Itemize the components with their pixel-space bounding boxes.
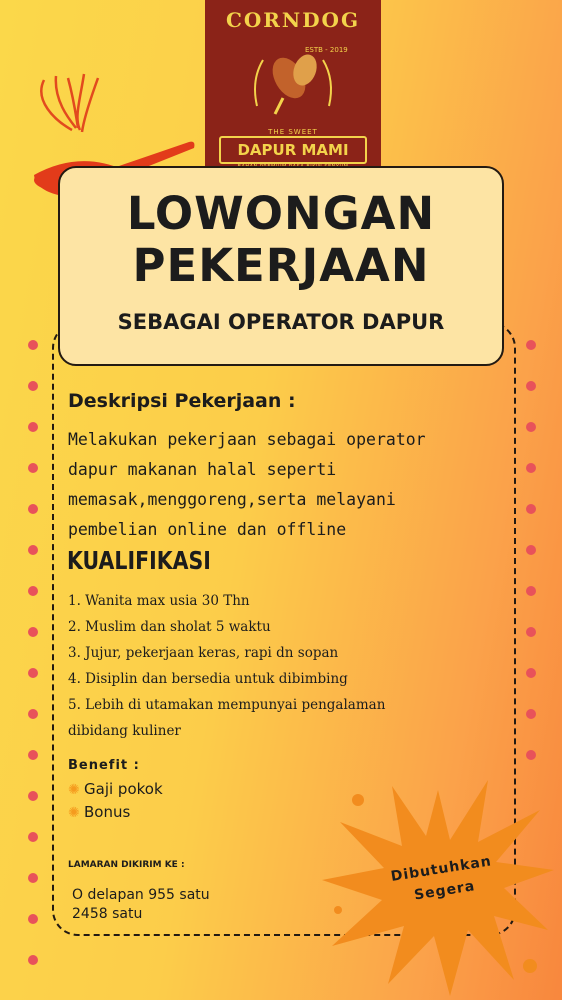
description-line: Melakukan pekerjaan sebagai operator [68, 430, 426, 449]
qualification-item: 4. Disiplin dan bersedia untuk dibimbing [68, 671, 348, 687]
qualification-item: 3. Jujur, pekerjaan keras, rapi dn sopan [68, 645, 339, 661]
qualification-item: 5. Lebih di utamakan mempunyai pengalaman [68, 697, 386, 713]
sun-icon: ✺ [68, 805, 80, 821]
description-line: dapur makanan halal seperti [68, 460, 337, 479]
urgent-badge-line-1: Dibutuhkan [389, 853, 493, 885]
qualifications-list [68, 588, 488, 744]
title-line-2: PEKERJAAN [132, 239, 430, 292]
apply-contact [72, 886, 272, 924]
apply-line-1: O delapan 955 satu [72, 887, 210, 903]
left-dots [28, 340, 38, 996]
qualifications-heading: KUALIFIKASI [67, 546, 211, 575]
description-heading: Deskripsi Pekerjaan : [68, 390, 296, 412]
urgent-badge-line-2: Segera [413, 878, 477, 904]
benefit-item [68, 780, 163, 798]
logo-sweet: THE SWEET [268, 128, 318, 136]
logo-top-text: CORNDOG [225, 8, 361, 32]
whisk-icon [41, 74, 98, 132]
apply-heading: LAMARAN DIKIRIM KE : [68, 860, 185, 870]
page-subtitle: SEBAGAI OPERATOR DAPUR [117, 310, 445, 334]
page-title [60, 188, 502, 292]
title-line-1: LOWONGAN [126, 187, 436, 240]
corndog-icon [245, 40, 341, 120]
apply-line-2: 2458 satu [72, 906, 143, 922]
benefit-label: Gaji pokok [84, 780, 163, 798]
qualification-item: 1. Wanita max usia 30 Thn [68, 593, 250, 609]
description-text [68, 425, 508, 545]
brand-logo [205, 0, 381, 178]
benefit-label: Bonus [84, 803, 131, 821]
benefit-heading: Benefit : [68, 758, 140, 773]
logo-estb: ESTB - 2019 [305, 46, 348, 54]
sun-icon: ✺ [68, 782, 80, 798]
title-card [58, 166, 504, 366]
logo-brand-name: DAPUR MAMI [219, 136, 367, 164]
description-line: pembelian online dan offline [68, 520, 347, 539]
right-dots [526, 340, 536, 791]
qualification-item: dibidang kuliner [68, 723, 181, 739]
qualification-item: 2. Muslim dan sholat 5 waktu [68, 619, 271, 635]
benefit-item [68, 803, 130, 821]
description-line: memasak,menggoreng,serta melayani [68, 490, 396, 509]
